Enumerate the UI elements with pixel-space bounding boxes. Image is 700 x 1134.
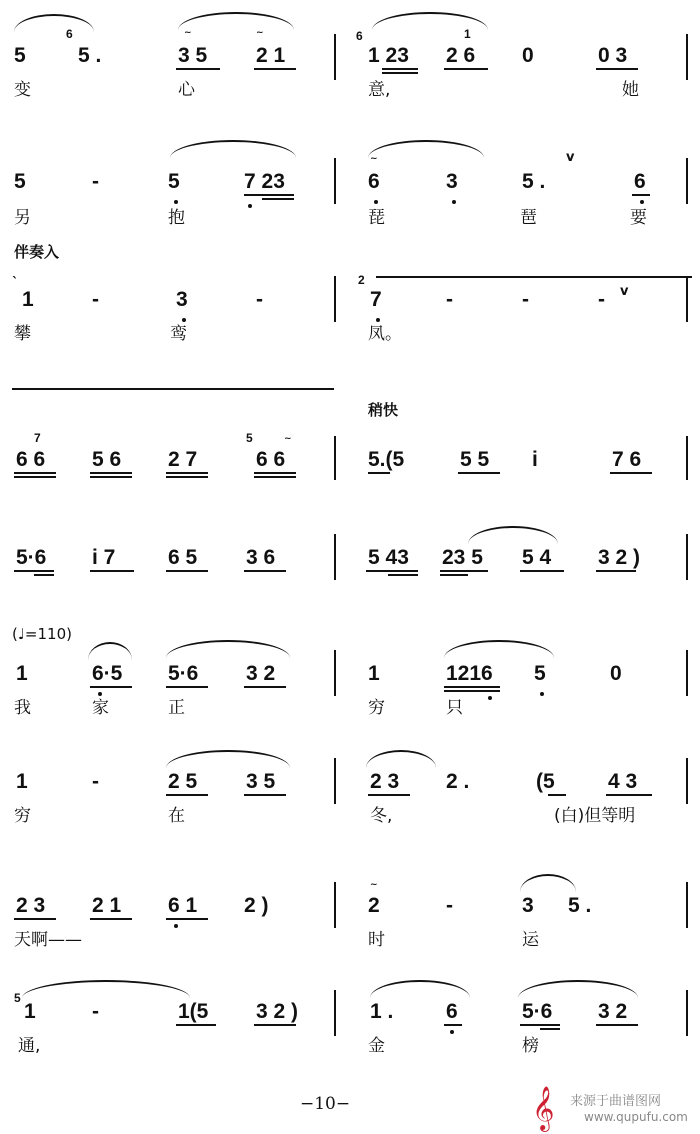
underline (368, 794, 410, 796)
note: i (532, 448, 538, 471)
grace-note: 2 (358, 273, 365, 287)
note: 5·6 (168, 662, 199, 685)
note: 0 (522, 44, 534, 67)
note: - (92, 170, 99, 193)
tempo-mark: 稍快 (368, 401, 399, 419)
tie (376, 276, 692, 278)
barline (334, 882, 336, 928)
low-octave-dot (540, 692, 544, 696)
score-row-3 (0, 240, 700, 360)
low-octave-dot (452, 200, 456, 204)
underline (90, 686, 132, 688)
grace-note: 6 (66, 27, 73, 41)
vibrato-mark: ~ (370, 880, 377, 890)
lyric: 冬, (370, 806, 393, 826)
note: 3 2 ) (256, 1000, 299, 1023)
barline (334, 534, 336, 580)
underline (596, 1024, 638, 1026)
barline (686, 534, 688, 580)
note: - (92, 1000, 99, 1023)
section-label: 伴奏入 (14, 243, 60, 261)
lyric: 通, (18, 1036, 41, 1056)
note: - (446, 288, 453, 311)
underline (262, 198, 294, 200)
note: 6 (634, 170, 646, 193)
underline (254, 68, 296, 70)
note: 4 3 (608, 770, 638, 793)
lyric: 金 (368, 1036, 385, 1056)
lyric: 要 (630, 208, 647, 228)
underline (90, 570, 134, 572)
barline (686, 158, 688, 204)
note: 2 3 (370, 770, 400, 793)
note: 6 6 (16, 448, 46, 471)
note: 1 (24, 1000, 36, 1023)
vibrato-mark: ~ (256, 28, 263, 38)
lyric: 抱 (168, 208, 185, 228)
underline (176, 1024, 216, 1026)
note: 1216 (446, 662, 493, 685)
barline (334, 158, 336, 204)
barline (334, 436, 336, 480)
barline (334, 34, 336, 80)
underline (444, 1024, 462, 1026)
underline (244, 686, 286, 688)
barline (334, 990, 336, 1036)
note: 3 2 (598, 1000, 628, 1023)
underline (166, 686, 208, 688)
underline (610, 472, 652, 474)
barline (334, 650, 336, 696)
note: 2 . (446, 770, 470, 793)
note: 2 1 (256, 44, 286, 67)
underline (382, 72, 418, 74)
note: 1 (16, 770, 28, 793)
underline (444, 686, 500, 688)
note: 7 6 (612, 448, 642, 471)
score-row-1 (0, 0, 700, 120)
underline (596, 68, 638, 70)
grace-note: 1 (464, 27, 471, 41)
slur (370, 980, 470, 998)
lyric: 鸾 (170, 324, 187, 344)
note: 6 5 (168, 546, 198, 569)
note: 5 . (78, 44, 102, 67)
underline (596, 570, 636, 572)
slur-start-mark: ` (12, 276, 19, 291)
note: - (256, 288, 263, 311)
low-octave-dot (450, 1030, 454, 1034)
treble-clef-icon: 𝄞 (532, 1086, 555, 1130)
low-octave-dot (174, 200, 178, 204)
grace-note: 5 (246, 431, 253, 445)
note: 3 (446, 170, 458, 193)
underline (632, 194, 650, 196)
underline (166, 918, 208, 920)
barline (334, 276, 336, 322)
underline (90, 472, 132, 474)
underline (444, 690, 500, 692)
underline (14, 472, 56, 474)
score-row-8 (0, 840, 700, 960)
note: 6·5 (92, 662, 123, 685)
note: - (446, 894, 453, 917)
underline (176, 68, 220, 70)
note: 3 6 (246, 546, 276, 569)
low-octave-dot (640, 200, 644, 204)
watermark-site-url: www.qupufu.com (584, 1110, 688, 1124)
note: 7 23 (244, 170, 285, 193)
note: 5.(5 (368, 448, 405, 471)
grace-note: 7 (34, 431, 41, 445)
page-number: −10− (300, 1094, 351, 1114)
note: 1 23 (368, 44, 409, 67)
lyric: 变 (14, 80, 31, 100)
slur (520, 874, 576, 892)
note: 5 6 (92, 448, 122, 471)
slur (166, 640, 290, 658)
note: 1 (22, 288, 34, 311)
lyric: 心 (178, 80, 195, 100)
note: 7 (370, 288, 382, 311)
barline (686, 990, 688, 1036)
underline (166, 472, 208, 474)
note: 6 (368, 170, 380, 193)
note: 5 (14, 170, 26, 193)
note: 2 6 (446, 44, 476, 67)
underline (166, 570, 208, 572)
watermark (532, 1086, 692, 1130)
low-octave-dot (98, 692, 102, 696)
note: 1 (368, 662, 380, 685)
score-row-9 (0, 960, 700, 1080)
barline (334, 758, 336, 804)
slur (88, 642, 132, 660)
underline (368, 472, 390, 474)
note: 5 (14, 44, 26, 67)
slur (444, 640, 554, 658)
lyric: 另 (14, 208, 31, 228)
note: 5 (168, 170, 180, 193)
note: 2 1 (92, 894, 122, 917)
score-row-7 (0, 720, 700, 840)
note: i 7 (92, 546, 116, 569)
note: 5 . (522, 170, 546, 193)
underline (388, 574, 418, 576)
note: 6 6 (256, 448, 286, 471)
slur (14, 14, 94, 32)
underline (34, 574, 54, 576)
underline (254, 1024, 296, 1026)
note: 1 (16, 662, 28, 685)
slur (22, 980, 190, 998)
slur (166, 750, 290, 768)
underline (14, 918, 56, 920)
note: 2 5 (168, 770, 198, 793)
underline (606, 794, 652, 796)
note: 5 (534, 662, 546, 685)
metronome-mark: (♩=110) (12, 625, 72, 643)
underline (540, 1028, 560, 1030)
underline (254, 472, 296, 474)
barline (686, 436, 688, 480)
score-row-6 (0, 600, 700, 720)
underline (382, 68, 418, 70)
vibrato-mark: ~ (284, 434, 291, 444)
slur (366, 750, 436, 768)
underline (458, 472, 500, 474)
underline (166, 794, 208, 796)
slur (170, 140, 296, 158)
underline (244, 570, 286, 572)
note: 2 ) (244, 894, 269, 917)
underline (520, 1024, 560, 1026)
underline (254, 476, 296, 478)
note: 2 7 (168, 448, 198, 471)
lyric: 家 (92, 698, 109, 718)
underline (366, 570, 418, 572)
note: 5 5 (460, 448, 490, 471)
barline (686, 34, 688, 80)
underline (14, 476, 56, 478)
lyric: 攀 (14, 324, 31, 344)
underline (90, 476, 132, 478)
lyric: 她 (622, 80, 639, 100)
note: 3 5 (246, 770, 276, 793)
note: 5·6 (16, 546, 47, 569)
barline (686, 650, 688, 696)
note: 1 . (370, 1000, 394, 1023)
lyric: 琶 (520, 208, 537, 228)
note: - (92, 288, 99, 311)
score-row-2 (0, 120, 700, 240)
note: 23 5 (442, 546, 483, 569)
lyric: 凤。 (368, 324, 402, 344)
low-octave-dot (376, 318, 380, 322)
lyric: 运 (522, 930, 539, 950)
barline (686, 882, 688, 928)
low-octave-dot (174, 924, 178, 928)
note: 3 (176, 288, 188, 311)
low-octave-dot (248, 204, 252, 208)
lyric: 意, (368, 80, 391, 100)
note: 5 43 (368, 546, 409, 569)
note: 5 . (568, 894, 592, 917)
lyric: 琵 (368, 208, 385, 228)
lyric: 榜 (522, 1036, 539, 1056)
lyric: 正 (168, 698, 185, 718)
score-row-5 (0, 480, 700, 600)
note: - (598, 288, 605, 311)
note: 1(5 (178, 1000, 209, 1023)
note: 2 3 (16, 894, 46, 917)
low-octave-dot (182, 318, 186, 322)
low-octave-dot (488, 696, 492, 700)
slur (518, 980, 638, 998)
note: 5 4 (522, 546, 552, 569)
lyric: 我 (14, 698, 31, 718)
low-octave-dot (374, 200, 378, 204)
barline (686, 758, 688, 804)
grace-note: 6 (356, 29, 363, 43)
lyric: 天啊—— (14, 930, 82, 950)
underline (444, 68, 488, 70)
underline (244, 194, 294, 196)
note: - (92, 770, 99, 793)
vibrato-mark: ~ (370, 154, 377, 164)
lyric: 穷 (368, 698, 385, 718)
slur (178, 12, 294, 30)
note: 5·6 (522, 1000, 553, 1023)
tie (12, 388, 334, 390)
lyric: 只 (446, 698, 463, 718)
barline (686, 276, 688, 322)
note: 0 3 (598, 44, 628, 67)
slur (468, 526, 558, 544)
note: 2 (368, 894, 380, 917)
note: 6 1 (168, 894, 198, 917)
underline (440, 570, 488, 572)
note: 3 2 ) (598, 546, 641, 569)
note: 3 2 (246, 662, 276, 685)
underline (90, 918, 132, 920)
underline (166, 476, 208, 478)
underline (548, 794, 566, 796)
note: 3 (522, 894, 534, 917)
breath-mark: v (566, 150, 575, 165)
underline (520, 570, 564, 572)
note: (5 (536, 770, 555, 793)
grace-note: 5 (14, 991, 21, 1005)
watermark-site-name: 来源于曲谱图网 (570, 1094, 662, 1109)
note: - (522, 288, 529, 311)
lyric: 穷 (14, 806, 31, 826)
lyric: (白)但等明 (554, 806, 636, 826)
note: 0 (610, 662, 622, 685)
slur (368, 140, 484, 158)
lyric: 时 (368, 930, 385, 950)
note: 3 5 (178, 44, 208, 67)
underline (244, 794, 286, 796)
score-row-4 (0, 360, 700, 480)
underline (14, 570, 54, 572)
note: 6 (446, 1000, 458, 1023)
lyric: 在 (168, 806, 185, 826)
vibrato-mark: ~ (184, 28, 191, 38)
breath-mark: v (620, 284, 629, 299)
underline (440, 574, 468, 576)
